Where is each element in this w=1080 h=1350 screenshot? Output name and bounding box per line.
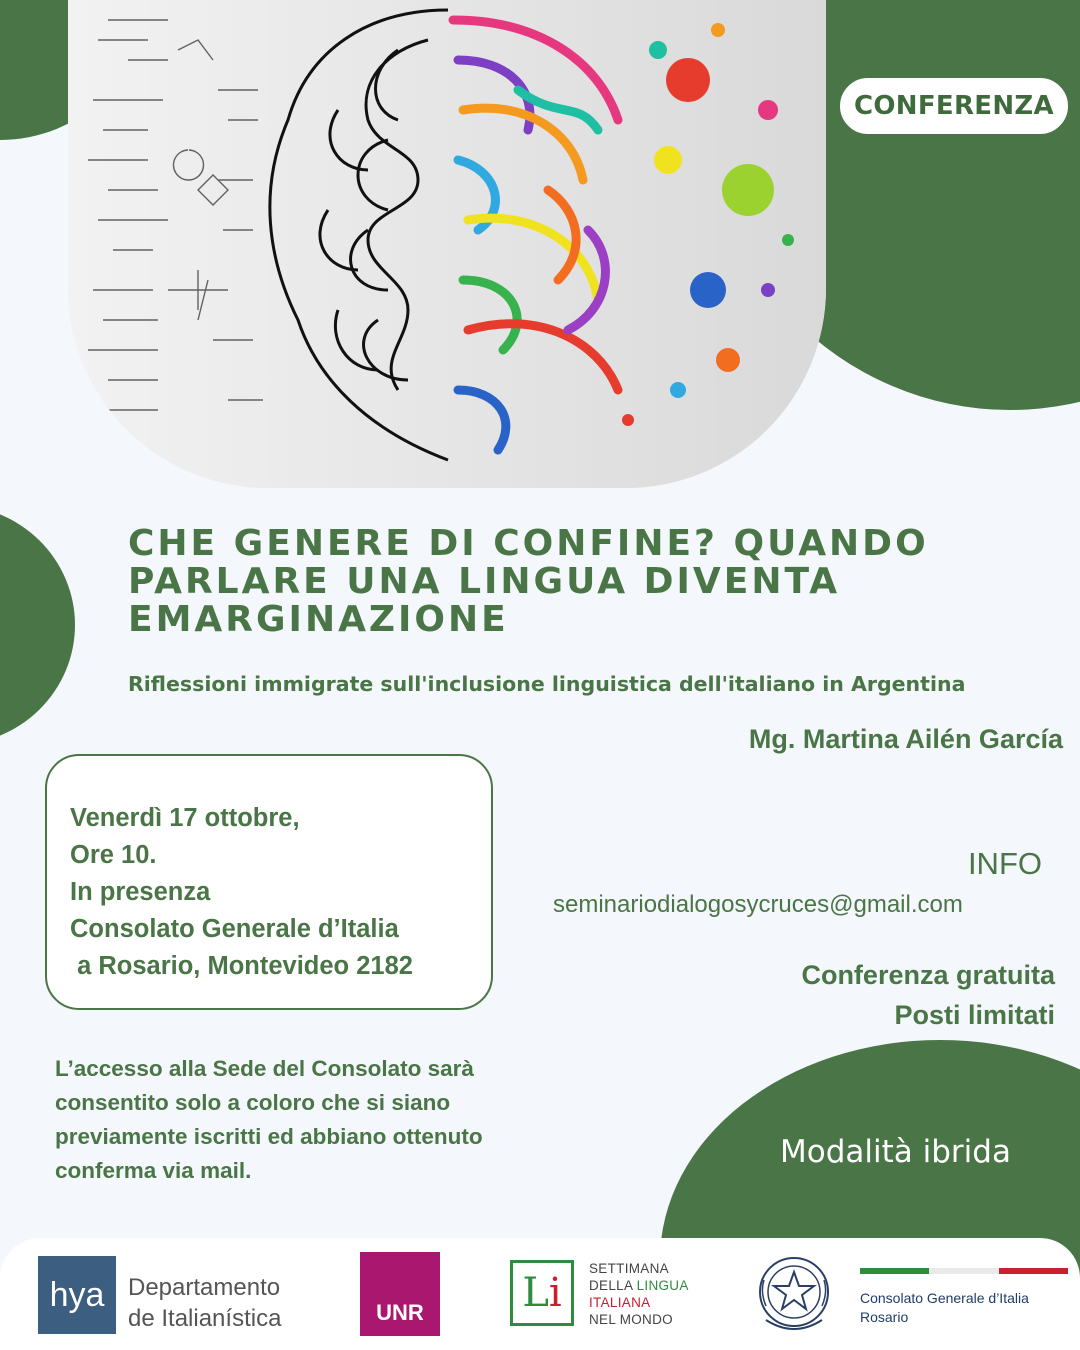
speaker-name: Mg. Martina Ailén García bbox=[748, 724, 1063, 754]
limited-seats: Posti limitati bbox=[894, 1000, 1055, 1030]
consolato-logo-text bbox=[860, 1289, 1029, 1327]
event-title bbox=[128, 525, 1028, 639]
event-details-box bbox=[45, 754, 493, 1010]
event-title-line-3: EMARGINAZIONE bbox=[128, 599, 509, 640]
event-date: Venerdì 17 ottobre, bbox=[70, 804, 300, 832]
li-line-3: ITALIANA bbox=[589, 1295, 651, 1310]
hya-logo: hya bbox=[38, 1256, 116, 1334]
conference-badge: CONFERENZA bbox=[838, 76, 1070, 136]
event-address: a Rosario, Montevideo 2182 bbox=[70, 952, 413, 980]
consolato-line-1: Consolato Generale d’Italia bbox=[860, 1290, 1029, 1306]
li-line-2-b: LINGUA bbox=[636, 1278, 689, 1293]
unr-logo: UNR bbox=[360, 1252, 440, 1336]
hya-department bbox=[128, 1272, 281, 1334]
event-venue: Consolato Generale d’Italia bbox=[70, 915, 399, 943]
li-logo bbox=[510, 1260, 574, 1326]
li-logo-l: L bbox=[522, 1270, 549, 1316]
admission-info bbox=[801, 955, 1055, 1035]
li-line-2-a: DELLA bbox=[589, 1278, 637, 1293]
brain-illustration bbox=[68, 0, 826, 488]
li-line-2 bbox=[589, 1277, 689, 1294]
free-conference: Conferenza gratuita bbox=[801, 960, 1055, 990]
li-logo-i: i bbox=[548, 1270, 562, 1316]
consolato-line-2: Rosario bbox=[860, 1309, 909, 1325]
italian-flag-bar-icon bbox=[860, 1268, 1068, 1274]
li-line-4: NEL MONDO bbox=[589, 1312, 673, 1327]
hya-line-1: Departamento bbox=[128, 1274, 281, 1301]
event-subtitle: Riflessioni immigrate sull'inclusione linguistica dell'italiano in Argentina bbox=[128, 672, 966, 696]
event-title-line-1: CHE GENERE DI CONFINE? QUANDO bbox=[128, 523, 929, 564]
italian-republic-emblem-icon bbox=[754, 1250, 834, 1338]
settimana-lingua-italiana bbox=[589, 1260, 689, 1328]
access-note: L’accesso alla Sede del Consolato sarà consentito solo a coloro che si siano previamente iscritti ed abbiano ottenuto conferma via mail. bbox=[55, 1056, 483, 1183]
decorative-circle-left bbox=[0, 505, 75, 745]
hybrid-mode: Modalità ibrida bbox=[780, 1134, 1011, 1170]
sponsor-footer bbox=[0, 1238, 1080, 1350]
info-heading: INFO bbox=[967, 846, 1042, 881]
event-format: In presenza bbox=[70, 878, 211, 906]
li-line-1: SETTIMANA bbox=[589, 1261, 669, 1276]
event-time: Ore 10. bbox=[70, 841, 157, 869]
hya-line-2: de Italianística bbox=[128, 1305, 282, 1332]
info-email[interactable]: seminariodialogosycruces@gmail.com bbox=[553, 891, 963, 918]
event-title-line-2: PARLARE UNA LINGUA DIVENTA bbox=[128, 561, 841, 602]
